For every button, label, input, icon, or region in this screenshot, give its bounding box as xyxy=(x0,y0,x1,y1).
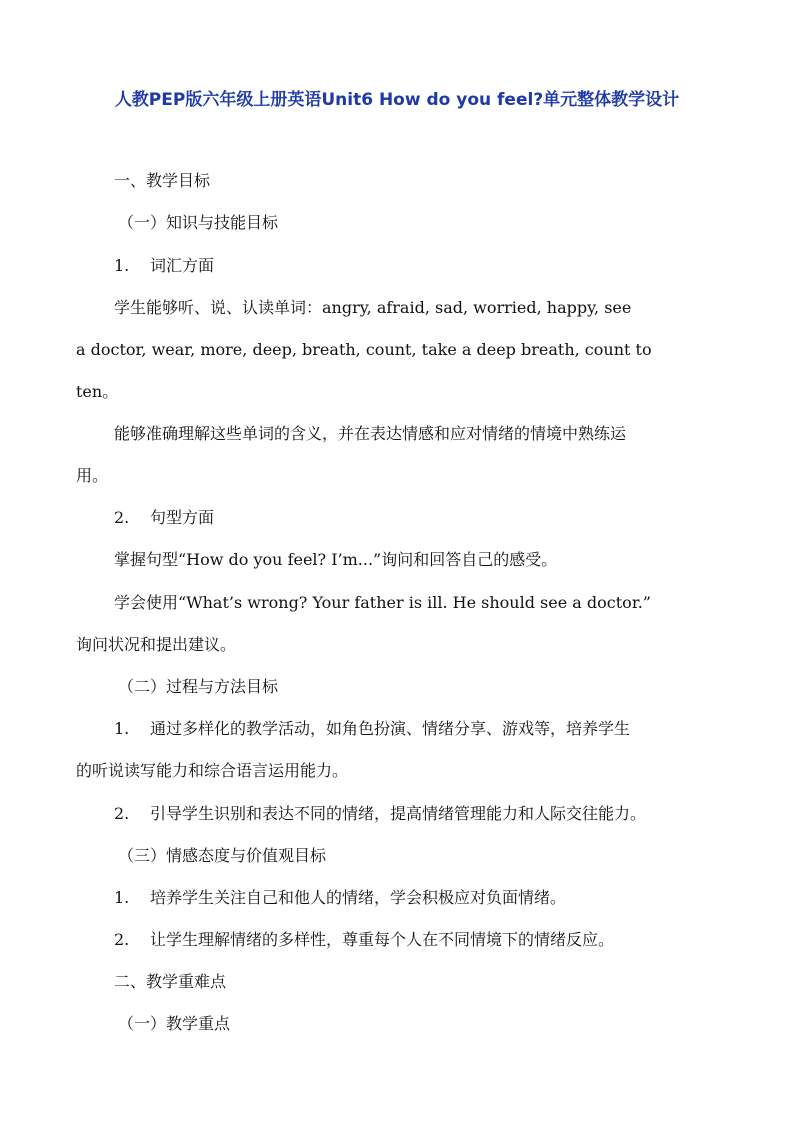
subheading-emotion-values: （三）情感态度与价值观目标 xyxy=(118,846,327,865)
sentence-paragraph-1: 掌握句型“How do you feel? I’m...”询问和回答自己的感受。 xyxy=(114,550,558,569)
process-item-1-number: 1. xyxy=(114,719,130,738)
emotion-item-2 xyxy=(114,929,614,951)
subheading-knowledge-skills: （一）知识与技能目标 xyxy=(118,213,279,232)
emotion-item-1-text: 培养学生关注自己和他人的情绪，学会积极应对负面情绪。 xyxy=(150,888,567,907)
section-heading-key-difficulties: 二、教学重难点 xyxy=(114,972,227,991)
vocab-item xyxy=(114,255,214,277)
vocab-paragraph-line-1: 学生能够听、说、认读单词：angry, afraid, sad, worried, happy, see xyxy=(114,298,632,317)
vocab-paragraph-line-2: a doctor, wear, more, deep, breath, count, take a deep breath, count to xyxy=(76,340,652,359)
emotion-item-1-number: 1. xyxy=(114,888,130,907)
sentence-number: 2. xyxy=(114,508,130,527)
vocab-paragraph-line-3: ten。 xyxy=(76,382,119,401)
process-item-1-line-2: 的听说读写能力和综合语言运用能力。 xyxy=(76,761,349,780)
process-item-1-text: 通过多样化的教学活动，如角色扮演、情绪分享、游戏等，培养学生 xyxy=(150,719,631,738)
sentence-heading: 句型方面 xyxy=(150,508,215,527)
process-item-1-line-1 xyxy=(114,718,630,740)
emotion-item-2-number: 2. xyxy=(114,930,130,949)
sentence-paragraph-2-line-1: 学会使用“What’s wrong? Your father is ill. He should see a doctor.” xyxy=(114,593,651,612)
vocab-number: 1. xyxy=(114,256,130,275)
section-heading-objectives: 一、教学目标 xyxy=(114,171,211,190)
sentence-item xyxy=(114,507,214,529)
process-item-2 xyxy=(114,803,646,825)
subheading-process-methods: （二）过程与方法目标 xyxy=(118,677,279,696)
vocab-usage-line-2: 用。 xyxy=(76,466,109,485)
emotion-item-2-text: 让学生理解情绪的多样性，尊重每个人在不同情境下的情绪反应。 xyxy=(150,930,615,949)
vocab-heading: 词汇方面 xyxy=(150,256,215,275)
sentence-paragraph-2-line-2: 询问状况和提出建议。 xyxy=(76,635,237,654)
subheading-teaching-focus: （一）教学重点 xyxy=(118,1014,231,1033)
process-item-2-number: 2. xyxy=(114,804,130,823)
emotion-item-1 xyxy=(114,887,566,909)
vocab-usage-line-1: 能够准确理解这些单词的含义，并在表达情感和应对情绪的情境中熟练运 xyxy=(114,424,627,443)
process-item-2-text: 引导学生识别和表达不同的情绪，提高情绪管理能力和人际交往能力。 xyxy=(150,804,647,823)
document-title: 人教PEP版六年级上册英语Unit6 How do you feel?单元整体教学设计 xyxy=(114,90,680,110)
